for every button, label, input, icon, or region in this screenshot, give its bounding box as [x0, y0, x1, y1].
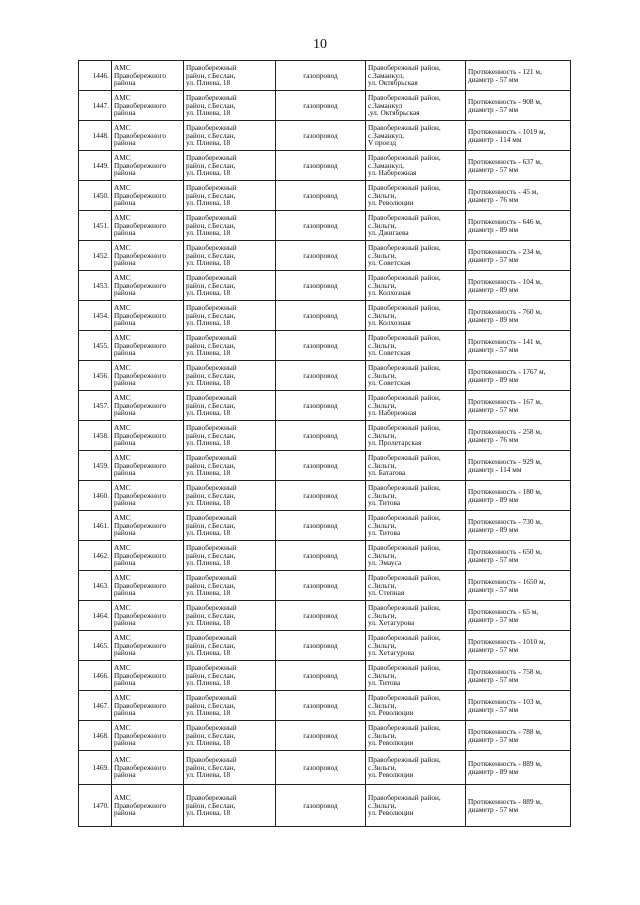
object-location-cell: Правобережный район, с.Заманкул, ул. Набережная	[366, 151, 466, 181]
object-location-cell: Правобережный район, с.Зильги, ул. Революции	[366, 751, 466, 785]
object-parameters-cell: Протяженность - 1010 м, диаметр - 57 мм	[466, 631, 571, 661]
object-parameters-cell: Протяженность - 758 м, диаметр - 57 мм	[466, 661, 571, 691]
object-parameters-cell: Протяженность - 637 м, диаметр - 57 мм	[466, 151, 571, 181]
row-number: 1450.	[79, 181, 112, 211]
owner-address-cell: Правобережный район, г.Беслан, ул. Плиева, 18	[184, 211, 276, 241]
object-parameters-cell: Протяженность - 646 м, диаметр - 89 мм	[466, 211, 571, 241]
owner-cell: АМС Правобережного района	[112, 121, 184, 151]
table-row	[79, 481, 571, 511]
table-row	[79, 181, 571, 211]
row-number: 1465.	[79, 631, 112, 661]
object-parameters-cell: Протяженность - 103 м, диаметр - 57 мм	[466, 691, 571, 721]
object-type-cell: газопровод	[276, 331, 366, 361]
object-type-cell: газопровод	[276, 301, 366, 331]
owner-cell: АМС Правобережного района	[112, 91, 184, 121]
object-location-cell: Правобережный район, с.Зильги, ул. Революции	[366, 181, 466, 211]
object-type-cell: газопровод	[276, 391, 366, 421]
table-row	[79, 271, 571, 301]
object-type-cell: газопровод	[276, 511, 366, 541]
owner-address-cell: Правобережный район, г.Беслан, ул. Плиева, 18	[184, 785, 276, 827]
object-type-cell: газопровод	[276, 571, 366, 601]
owner-cell: АМС Правобережного района	[112, 391, 184, 421]
object-location-cell: Правобережный район, с.Зильги, ул. Хетагурова	[366, 601, 466, 631]
owner-address-cell: Правобережный район, г.Беслан, ул. Плиева, 18	[184, 631, 276, 661]
row-number: 1446.	[79, 61, 112, 91]
object-parameters-cell: Протяженность - 889 м, диаметр - 57 мм	[466, 785, 571, 827]
object-type-cell: газопровод	[276, 151, 366, 181]
object-type-cell: газопровод	[276, 481, 366, 511]
object-location-cell: Правобережный район, с.Заманкул, V проезд	[366, 121, 466, 151]
table-row	[79, 61, 571, 91]
table-row	[79, 721, 571, 751]
object-location-cell: Правобережный район, с.Заманкул, ул. Октябрьская	[366, 61, 466, 91]
object-type-cell: газопровод	[276, 421, 366, 451]
object-parameters-cell: Протяженность - 1650 м, диаметр - 57 мм	[466, 571, 571, 601]
owner-cell: АМС Правобережного района	[112, 661, 184, 691]
object-location-cell: Правобережный район, с.Зильги, ул. Советская	[366, 241, 466, 271]
owner-cell: АМС Правобережного района	[112, 61, 184, 91]
row-number: 1461.	[79, 511, 112, 541]
owner-cell: АМС Правобережного района	[112, 631, 184, 661]
owner-address-cell: Правобережный район, г.Беслан, ул. Плиева, 18	[184, 61, 276, 91]
owner-cell: АМС Правобережного района	[112, 301, 184, 331]
row-number: 1464.	[79, 601, 112, 631]
object-type-cell: газопровод	[276, 661, 366, 691]
table-row	[79, 331, 571, 361]
owner-address-cell: Правобережный район, г.Беслан, ул. Плиева, 18	[184, 751, 276, 785]
owner-address-cell: Правобережный район, г.Беслан, ул. Плиева, 18	[184, 721, 276, 751]
table-row	[79, 211, 571, 241]
row-number: 1467.	[79, 691, 112, 721]
table-row	[79, 631, 571, 661]
object-type-cell: газопровод	[276, 361, 366, 391]
table-row	[79, 151, 571, 181]
object-location-cell: Правобережный район, с.Зильги, ул. Революции	[366, 785, 466, 827]
page-number: 10	[313, 37, 327, 52]
table-row	[79, 691, 571, 721]
table-row	[79, 241, 571, 271]
owner-address-cell: Правобережный район, г.Беслан, ул. Плиева, 18	[184, 481, 276, 511]
object-parameters-cell: Протяженность - 167 м, диаметр - 57 мм	[466, 391, 571, 421]
owner-cell: АМС Правобережного района	[112, 601, 184, 631]
owner-cell: АМС Правобережного района	[112, 421, 184, 451]
owner-address-cell: Правобережный район, г.Беслан, ул. Плиева, 18	[184, 91, 276, 121]
table-row	[79, 391, 571, 421]
object-type-cell: газопровод	[276, 91, 366, 121]
object-parameters-cell: Протяженность - 65 м, диаметр - 57 мм	[466, 601, 571, 631]
owner-cell: АМС Правобережного района	[112, 151, 184, 181]
row-number: 1466.	[79, 661, 112, 691]
row-number: 1454.	[79, 301, 112, 331]
owner-cell: АМС Правобережного района	[112, 361, 184, 391]
object-parameters-cell: Протяженность - 929 м, диаметр - 114 мм	[466, 451, 571, 481]
owner-address-cell: Правобережный район, г.Беслан, ул. Плиева, 18	[184, 151, 276, 181]
registry-table-body	[79, 61, 571, 827]
row-number: 1457.	[79, 391, 112, 421]
row-number: 1447.	[79, 91, 112, 121]
row-number: 1469.	[79, 751, 112, 785]
owner-cell: АМС Правобережного района	[112, 181, 184, 211]
table-row	[79, 361, 571, 391]
object-location-cell: Правобережный район, с.Заманкул ,ул. Октябрьская	[366, 91, 466, 121]
object-type-cell: газопровод	[276, 721, 366, 751]
object-parameters-cell: Протяженность - 45 м, диаметр - 76 мм	[466, 181, 571, 211]
table-row	[79, 511, 571, 541]
object-parameters-cell: Протяженность - 258 м, диаметр - 76 мм	[466, 421, 571, 451]
object-type-cell: газопровод	[276, 241, 366, 271]
object-parameters-cell: Протяженность - 141 м, диаметр - 57 мм	[466, 331, 571, 361]
row-number: 1453.	[79, 271, 112, 301]
object-location-cell: Правобережный район, с.Зильги, ул. Батагова	[366, 451, 466, 481]
row-number: 1455.	[79, 331, 112, 361]
table-row	[79, 451, 571, 481]
object-type-cell: газопровод	[276, 451, 366, 481]
owner-address-cell: Правобережный район, г.Беслан, ул. Плиева, 18	[184, 241, 276, 271]
object-type-cell: газопровод	[276, 61, 366, 91]
object-parameters-cell: Протяженность - 234 м, диаметр - 57 мм	[466, 241, 571, 271]
row-number: 1456.	[79, 361, 112, 391]
object-location-cell: Правобережный район, с.Зильги, ул. Титова	[366, 511, 466, 541]
owner-cell: АМС Правобережного района	[112, 511, 184, 541]
object-location-cell: Правобережный район, с.Зильги, ул. Советская	[366, 361, 466, 391]
row-number: 1448.	[79, 121, 112, 151]
owner-cell: АМС Правобережного района	[112, 211, 184, 241]
object-location-cell: Правобережный район, с.Зильги, ул. Титова	[366, 481, 466, 511]
owner-address-cell: Правобережный район, г.Беслан, ул. Плиева, 18	[184, 511, 276, 541]
object-parameters-cell: Протяженность - 104 м, диаметр - 89 мм	[466, 271, 571, 301]
object-type-cell: газопровод	[276, 631, 366, 661]
owner-cell: АМС Правобережного района	[112, 721, 184, 751]
object-location-cell: Правобережный район, с.Зильги, ул. Набережная	[366, 391, 466, 421]
object-location-cell: Правобережный район, с.Зильги, ул. Степная	[366, 571, 466, 601]
row-number: 1470.	[79, 785, 112, 827]
object-type-cell: газопровод	[276, 691, 366, 721]
object-parameters-cell: Протяженность - 908 м, диаметр - 57 мм	[466, 91, 571, 121]
owner-cell: АМС Правобережного района	[112, 481, 184, 511]
owner-cell: АМС Правобережного района	[112, 271, 184, 301]
row-number: 1459.	[79, 451, 112, 481]
table-row	[79, 785, 571, 827]
owner-address-cell: Правобережный район, г.Беслан, ул. Плиева, 18	[184, 421, 276, 451]
object-location-cell: Правобережный район, с.Зильги, ул. Хетагурова	[366, 631, 466, 661]
row-number: 1463.	[79, 571, 112, 601]
object-type-cell: газопровод	[276, 121, 366, 151]
object-location-cell: Правобережный район, с.Зильги, ул. Титова	[366, 661, 466, 691]
object-parameters-cell: Протяженность - 1019 м, диаметр - 114 мм	[466, 121, 571, 151]
owner-cell: АМС Правобережного района	[112, 541, 184, 571]
object-parameters-cell: Протяженность - 760 м, диаметр - 89 мм	[466, 301, 571, 331]
table-row	[79, 601, 571, 631]
object-parameters-cell: Протяженность - 121 м, диаметр - 57 мм	[466, 61, 571, 91]
table-row	[79, 301, 571, 331]
table-row	[79, 541, 571, 571]
object-location-cell: Правобережный район, с.Зильги, ул. Эмауса	[366, 541, 466, 571]
owner-cell: АМС Правобережного района	[112, 331, 184, 361]
object-parameters-cell: Протяженность - 730 м, диаметр - 89 мм	[466, 511, 571, 541]
table-row	[79, 661, 571, 691]
row-number: 1462.	[79, 541, 112, 571]
object-location-cell: Правобережный район, с.Зильги, ул. Революции	[366, 721, 466, 751]
owner-address-cell: Правобережный район, г.Беслан, ул. Плиева, 18	[184, 181, 276, 211]
owner-address-cell: Правобережный район, г.Беслан, ул. Плиева, 18	[184, 301, 276, 331]
object-parameters-cell: Протяженность - 1767 м, диаметр - 89 мм	[466, 361, 571, 391]
owner-cell: АМС Правобережного района	[112, 241, 184, 271]
owner-cell: АМС Правобережного района	[112, 751, 184, 785]
object-type-cell: газопровод	[276, 751, 366, 785]
owner-address-cell: Правобережный район, г.Беслан, ул. Плиева, 18	[184, 451, 276, 481]
row-number: 1458.	[79, 421, 112, 451]
owner-cell: АМС Правобережного района	[112, 571, 184, 601]
owner-cell: АМС Правобережного района	[112, 691, 184, 721]
registry-table	[78, 60, 571, 827]
object-type-cell: газопровод	[276, 271, 366, 301]
owner-address-cell: Правобережный район, г.Беслан, ул. Плиева, 18	[184, 361, 276, 391]
object-type-cell: газопровод	[276, 785, 366, 827]
owner-address-cell: Правобережный район, г.Беслан, ул. Плиева, 18	[184, 691, 276, 721]
object-parameters-cell: Протяженность - 889 м, диаметр - 89 мм	[466, 751, 571, 785]
object-parameters-cell: Протяженность - 788 м, диаметр - 57 мм	[466, 721, 571, 751]
row-number: 1452.	[79, 241, 112, 271]
object-parameters-cell: Протяженность - 650 м, диаметр - 57 мм	[466, 541, 571, 571]
object-location-cell: Правобережный район, с.Зильги, ул. Колхозная	[366, 301, 466, 331]
row-number: 1449.	[79, 151, 112, 181]
table-row	[79, 91, 571, 121]
owner-address-cell: Правобережный район, г.Беслан, ул. Плиева, 18	[184, 661, 276, 691]
owner-address-cell: Правобережный район, г.Беслан, ул. Плиева, 18	[184, 121, 276, 151]
table-row	[79, 571, 571, 601]
object-location-cell: Правобережный район, с.Зильги, ул. Советская	[366, 331, 466, 361]
owner-address-cell: Правобережный район, г.Беслан, ул. Плиева, 18	[184, 391, 276, 421]
row-number: 1460.	[79, 481, 112, 511]
object-type-cell: газопровод	[276, 181, 366, 211]
object-location-cell: Правобережный район, с.Зильги, ул. Революции	[366, 691, 466, 721]
table-row	[79, 421, 571, 451]
object-parameters-cell: Протяженность - 180 м, диаметр - 89 мм	[466, 481, 571, 511]
object-type-cell: газопровод	[276, 211, 366, 241]
row-number: 1468.	[79, 721, 112, 751]
owner-address-cell: Правобережный район, г.Беслан, ул. Плиева, 18	[184, 541, 276, 571]
owner-cell: АМС Правобережного района	[112, 785, 184, 827]
owner-address-cell: Правобережный район, г.Беслан, ул. Плиева, 18	[184, 601, 276, 631]
owner-address-cell: Правобережный район, г.Беслан, ул. Плиева, 18	[184, 271, 276, 301]
object-location-cell: Правобережный район, с.Зильги, ул. Колхозная	[366, 271, 466, 301]
object-location-cell: Правобережный район, с.Зильги, ул. Пролетарская	[366, 421, 466, 451]
row-number: 1451.	[79, 211, 112, 241]
object-location-cell: Правобережный район, с.Зильги, ул. Джигаева	[366, 211, 466, 241]
owner-cell: АМС Правобережного района	[112, 451, 184, 481]
owner-address-cell: Правобережный район, г.Беслан, ул. Плиева, 18	[184, 331, 276, 361]
table-row	[79, 751, 571, 785]
table-row	[79, 121, 571, 151]
owner-address-cell: Правобережный район, г.Беслан, ул. Плиева, 18	[184, 571, 276, 601]
object-type-cell: газопровод	[276, 541, 366, 571]
object-type-cell: газопровод	[276, 601, 366, 631]
